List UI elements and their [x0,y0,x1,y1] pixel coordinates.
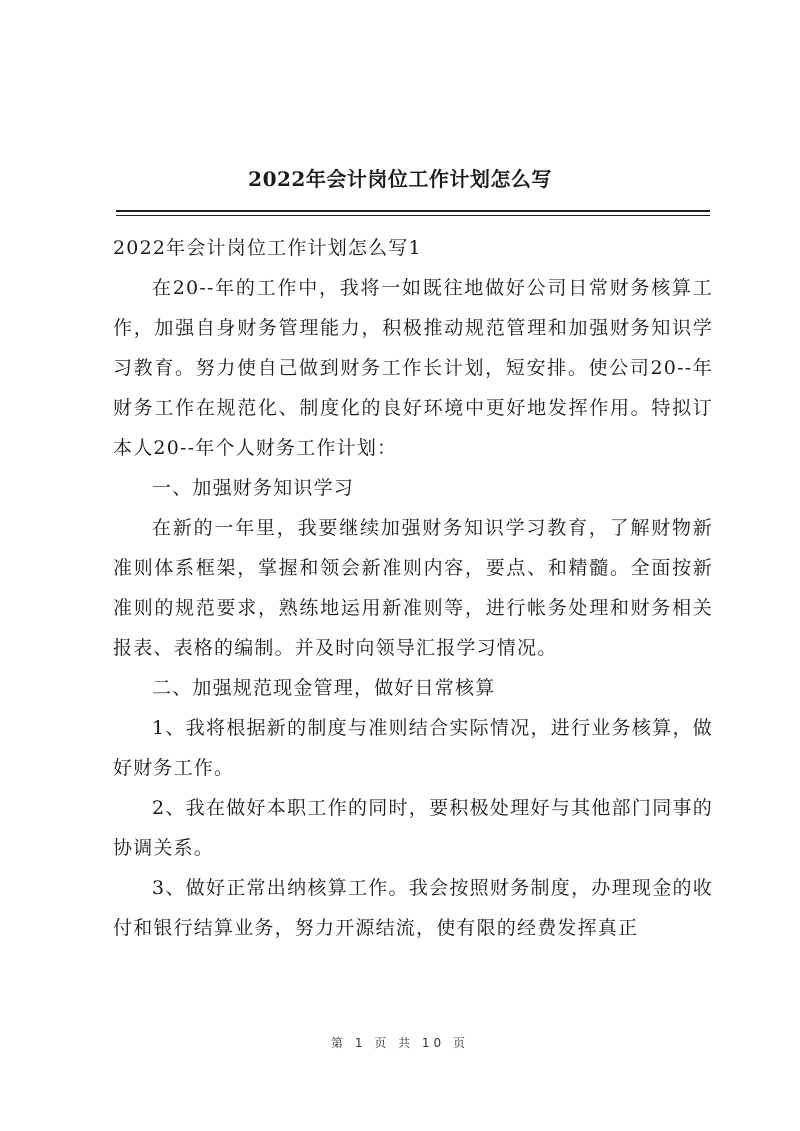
list-item-3: 3、做好正常出纳核算工作。我会按照财务制度，办理现金的收付和银行结算业务，努力开源结流，使有限的经费发挥真正 [113,877,713,939]
list-item-1: 1、我将根据新的制度与准则结合实际情况，进行业务核算，做好财务工作。 [113,717,713,779]
document-body [113,228,713,948]
paragraph-study: 在新的一年里，我要继续加强财务知识学习教育，了解财物新准则体系框架，掌握和领会新准则内容，要点、和精髓。全面按新准则的规范要求，熟练地运用新准则等，进行帐务处理和财务相关报表、表格的编制。并及时向领导汇报学习情况。 [113,517,713,659]
title-divider-thin [116,215,710,216]
page-number-footer: 第 1 页 共 10 页 [331,1036,469,1050]
subheading-1: 一、加强财务知识学习 [152,477,355,499]
section-heading: 2022年会计岗位工作计划怎么写1 [113,237,422,259]
title-divider-thick [116,210,710,212]
subheading-2: 二、加强规范现金管理，做好日常核算 [152,677,496,699]
page-title: 2022年会计岗位工作计划怎么写 [248,167,552,191]
list-item-2: 2、我在做好本职工作的同时，要积极处理好与其他部门同事的协调关系。 [113,797,713,859]
paragraph-intro: 在20--年的工作中，我将一如既往地做好公司日常财务核算工作，加强自身财务管理能力，积极推动规范管理和加强财务知识学习教育。努力使自己做到财务工作长计划，短安排。使公司20--年财务工作在规范化、制度化的良好环境中更好地发挥作用。特拟订本人20--年个人财务工作计划： [113,277,713,459]
